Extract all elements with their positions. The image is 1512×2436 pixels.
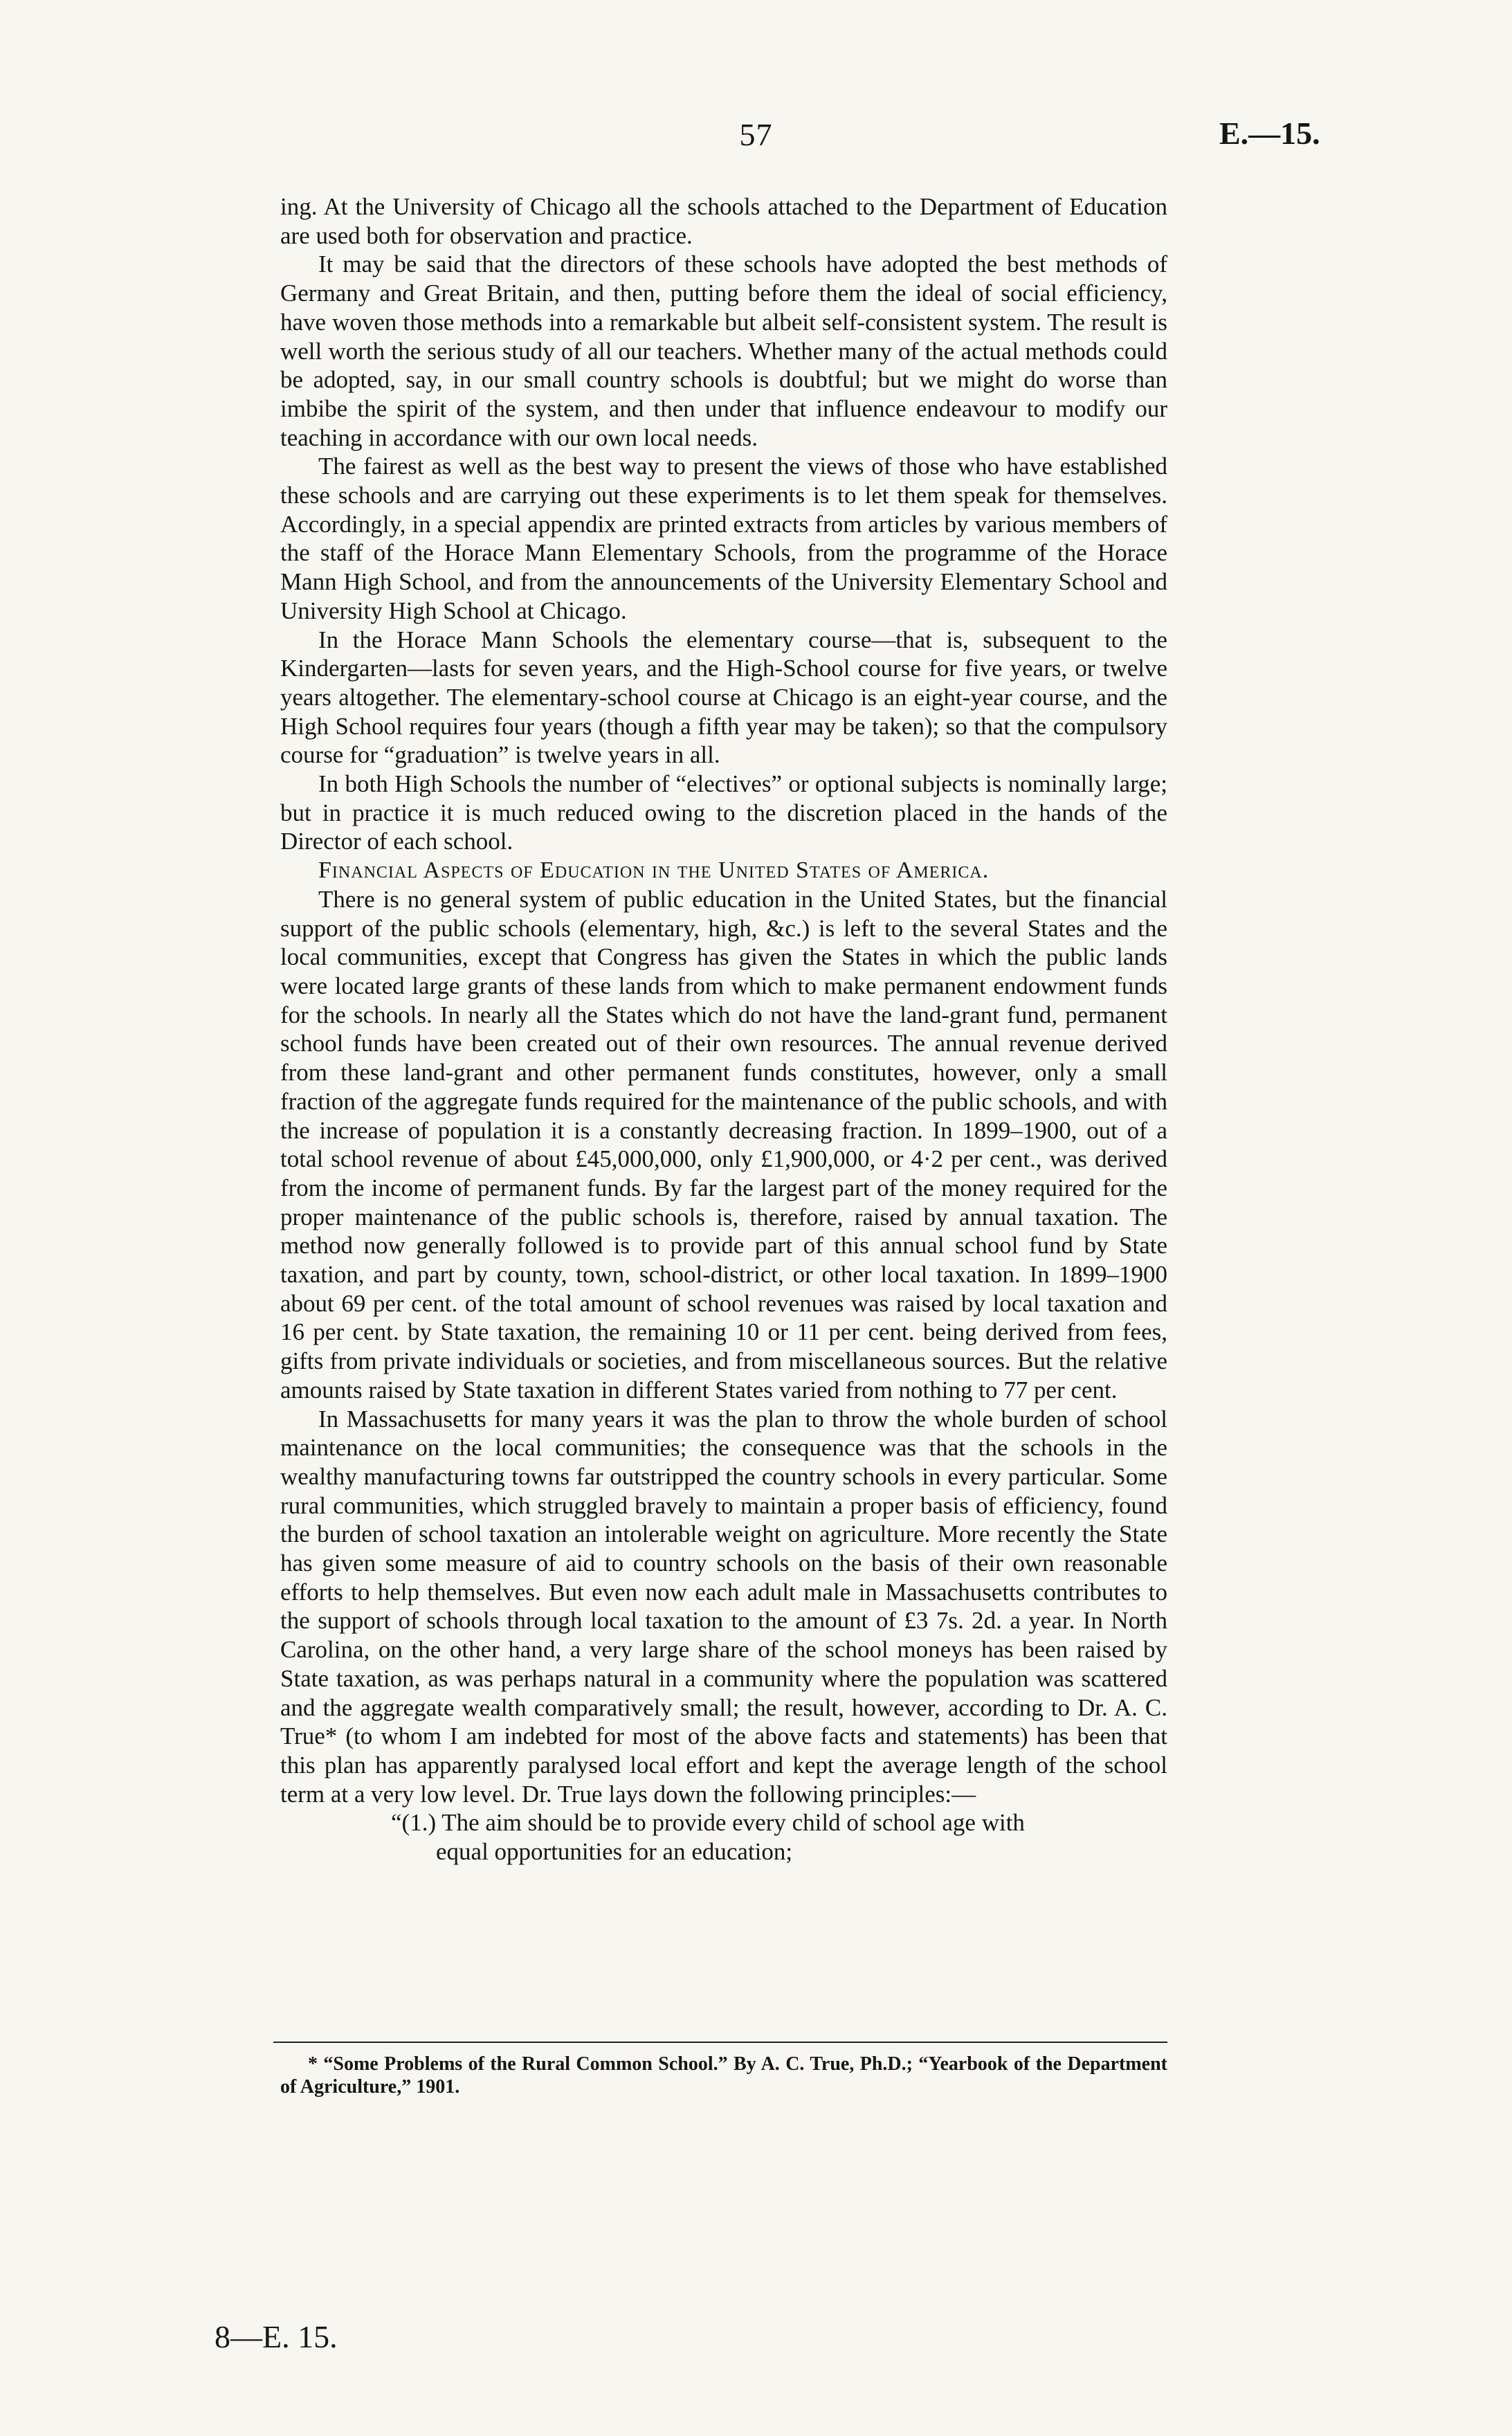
document-reference: E.—15. — [1219, 116, 1320, 151]
body-text — [280, 192, 1167, 1866]
paragraph-1: ing. At the University of Chicago all the schools attached to the Department of Education are used both for observation and practice. — [280, 193, 1167, 249]
paragraph-4: In the Horace Mann Schools the elementary course—that is, subsequent to the Kindergarten—lasts for seven years, and the High-School course for five years, or twelve years altogether. The elementary-school course at Chicago is an eight-year course, and the High School requires four years (though a fifth year may be taken); so that the compulsory course for “graduation” is twelve years in all. — [280, 626, 1167, 769]
paragraph-2: It may be said that the directors of these schools have adopted the best methods of Germany and Great Britain, and then, putting before them the ideal of social efficiency, have woven those methods into a remarkable but albeit self-consistent system. The result is well worth the serious study of all our teachers. Whether many of the actual methods could be adopted, say, in our small country schools is doubtful; but we might do worse than imbibe the spirit of the system, and then under that influence endeavour to modify our teaching in accordance with our own local needs. — [280, 251, 1167, 451]
paragraph-7: In Massachusetts for many years it was the plan to throw the whole burden of school maintenance on the local communities; the consequence was that the schools in the wealthy manufacturing towns far outstripped the country schools in every particular. Some rural communities, which struggled bravely to maintain a proper basis of efficiency, found the burden of school taxation an intolerable weight on agriculture. More recently the State has given some measure of aid to country schools on the basis of their own reasonable efforts to help themselves. But even now each adult male in Massachusetts contributes to the support of schools through local taxation to the amount of £3 7s. 2d. a year. In North Carolina, on the other hand, a very large share of the school moneys has been raised by State taxation, as was perhaps natural in a community where the population was scattered and the aggregate wealth comparatively small; the result, however, according to Dr. A. C. True* (to whom I am indebted for most of the above facts and statements) has been that this plan has apparently paralysed local effort and kept the average length of the school term at a very low level. Dr. True lays down the following principles:— — [280, 1405, 1167, 1808]
section-heading: Financial Aspects of Education in the United States of America. — [318, 857, 990, 884]
quote-line-1: “(1.) The aim should be to provide every child of school age with — [391, 1809, 1025, 1837]
paragraph-3: The fairest as well as the best way to present the views of those who have established these schools and are carrying out these experiments is to let them speak for themselves. Accordingly, in a special appendix are printed extracts from articles by various members of the staff of the Horace Mann Elementary Schools, from the programme of the Horace Mann High School, and from the announcements of the University Elementary School and University High School at Chicago. — [280, 453, 1167, 624]
paragraph-6: There is no general system of public education in the United States, but the financial support of the public schools (elementary, high, &c.) is left to the several States and the local communities, except that Congress has given the States in which the public lands were located large grants of these lands from which to make permanent endowment funds for the schools. In nearly all the States which do not have the land-grant fund, permanent school funds have been created out of their own resources. The annual revenue derived from these land-grant and other permanent funds constitutes, however, only a small fraction of the aggregate funds required for the maintenance of the public schools, and with the increase of population it is a constantly decreasing fraction. In 1899–1900, out of a total school revenue of about £45,000,000, only £1,900,000, or 4·2 per cent., was derived from the income of permanent funds. By far the largest part of the money required for the proper maintenance of the public schools is, therefore, raised by annual taxation. The method now generally followed is to provide part of this annual school fund by State taxation, and part by county, town, school-district, or other local taxation. In 1899–1900 about 69 per cent. of the total amount of school revenues was raised by local taxation and 16 per cent. by State taxation, the remaining 10 or 11 per cent. being derived from fees, gifts from private individuals or societies, and from miscellaneous sources. But the relative amounts raised by State taxation in different States varied from nothing to 77 per cent. — [280, 885, 1167, 1403]
paragraph-5: In both High Schools the number of “electives” or optional subjects is nominally large; but in practice it is much reduced owing to the discretion placed in the hands of the Director of each school. — [280, 770, 1167, 855]
page-number: 57 — [739, 117, 773, 152]
footnote-divider — [273, 2042, 1167, 2043]
sheet-signature: 8—E. 15. — [215, 2319, 338, 2354]
principle-quote — [280, 1808, 1167, 1866]
footnote: * “Some Problems of the Rural Common School.” By A. C. True, Ph.D.; “Yearbook of the Department of Agriculture,” 1901. — [280, 2053, 1167, 2098]
quote-line-2: equal opportunities for an education; — [436, 1838, 793, 1866]
